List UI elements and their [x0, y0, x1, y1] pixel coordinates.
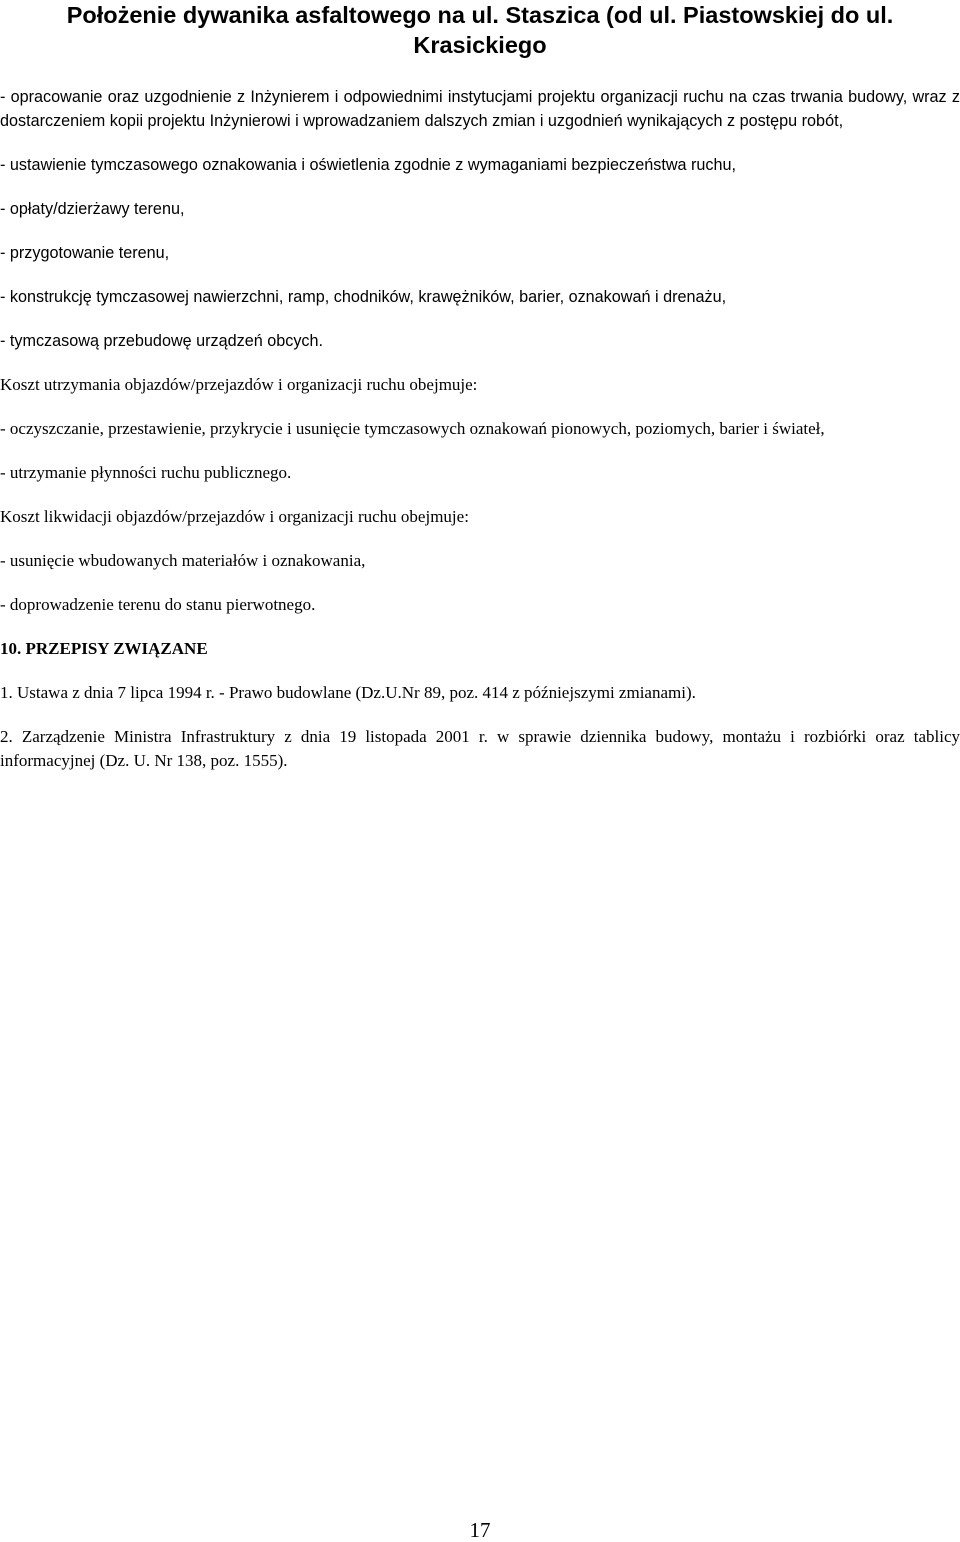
intro-item-6: - tymczasową przebudowę urządzeń obcych.	[0, 332, 324, 350]
liquidation-item-2: - doprowadzenie terenu do stanu pierwotnego.	[0, 595, 316, 614]
intro-item-5: - konstrukcję tymczasowej nawierzchni, ramp, chodników, krawężników, barier, oznakowań i drenażu,	[0, 288, 727, 306]
maintenance-item-2: - utrzymanie płynności ruchu publicznego.	[0, 463, 292, 482]
intro-item-3: - opłaty/dzierżawy terenu,	[0, 200, 185, 218]
page-number: 17	[469, 1518, 491, 1542]
intro-item-4: - przygotowanie terenu,	[0, 244, 170, 262]
regulation-1: 1. Ustawa z dnia 7 lipca 1994 r. - Prawo budowlane (Dz.U.Nr 89, poz. 414 z późniejszymi zmianami).	[0, 683, 696, 702]
liquidation-heading: Koszt likwidacji objazdów/przejazdów i organizacji ruchu obejmuje:	[0, 507, 469, 526]
maintenance-heading: Koszt utrzymania objazdów/przejazdów i organizacji ruchu obejmuje:	[0, 375, 478, 394]
intro-item-1: - opracowanie oraz uzgodnienie z Inżynierem i odpowiednimi instytucjami projektu organizacji ruchu na czas trwania budowy, wraz z dostarczeniem kopii projektu Inżynierowi i wprowadzaniem dalszych zmian i uzgodnień wynikających z postępu robót,	[0, 88, 960, 130]
regulation-2: 2. Zarządzenie Ministra Infrastruktury z dnia 19 listopada 2001 r. w sprawie dziennika budowy, montażu i rozbiórki oraz tablicy informacyjnej (Dz. U. Nr 138, poz. 1555).	[0, 727, 960, 770]
section-heading: 10. PRZEPISY ZWIĄZANE	[0, 639, 208, 658]
document-body	[0, 85, 960, 773]
page-title: Położenie dywanika asfaltowego na ul. Staszica (od ul. Piastowskiej do ul. Krasickiego	[66, 2, 894, 58]
maintenance-item-1: - oczyszczanie, przestawienie, przykrycie i usunięcie tymczasowych oznakowań pionowych, poziomych, barier i świateł,	[0, 419, 825, 438]
liquidation-item-1: - usunięcie wbudowanych materiałów i oznakowania,	[0, 551, 366, 570]
intro-item-2: - ustawienie tymczasowego oznakowania i oświetlenia zgodnie z wymaganiami bezpieczeństwa ruchu,	[0, 156, 737, 174]
